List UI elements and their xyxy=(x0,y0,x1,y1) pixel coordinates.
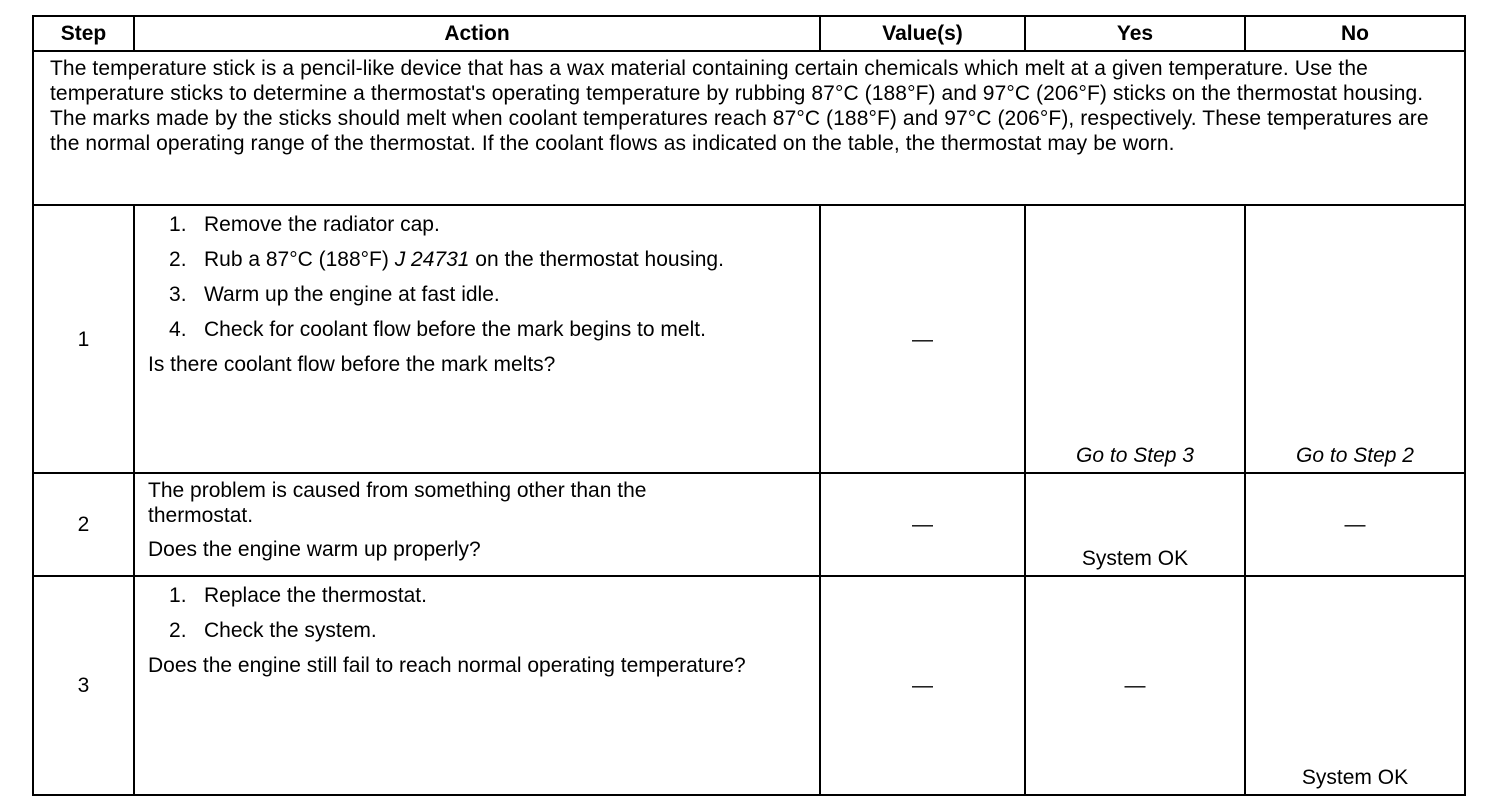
action-text: The problem is caused from something other than the thermostat. xyxy=(148,479,647,527)
tool-number: J 24731 xyxy=(394,248,470,271)
table-row xyxy=(33,473,1465,576)
step-number: 1 xyxy=(33,205,134,473)
action-cell xyxy=(134,576,820,795)
diagnostic-table xyxy=(32,15,1466,796)
action-cell xyxy=(134,205,820,473)
header-no: No xyxy=(1245,16,1465,51)
header-values: Value(s) xyxy=(820,16,1025,51)
action-list xyxy=(148,212,809,343)
action-text: Check the system. xyxy=(204,619,377,642)
yes-cell: Go to Step 3 xyxy=(1025,205,1245,473)
yes-cell: — xyxy=(1025,576,1245,795)
action-item xyxy=(204,282,809,308)
question-text: Does the engine warm up properly? xyxy=(148,538,481,561)
action-item xyxy=(204,583,809,609)
action-item xyxy=(204,317,809,343)
header-step: Step xyxy=(33,16,134,51)
question-text: Is there coolant flow before the mark melts? xyxy=(148,353,556,376)
header-yes: Yes xyxy=(1025,16,1245,51)
action-cell xyxy=(134,473,820,576)
action-item xyxy=(204,247,809,273)
value-cell: — xyxy=(820,473,1025,576)
value-cell: — xyxy=(820,576,1025,795)
yes-cell: System OK xyxy=(1025,473,1245,576)
no-cell: Go to Step 2 xyxy=(1245,205,1465,473)
step-number: 3 xyxy=(33,576,134,795)
action-text: on the thermostat housing. xyxy=(469,248,724,271)
table-row xyxy=(33,205,1465,473)
intro-text: The temperature stick is a pencil-like device that has a wax material containing certain chemicals which melt at a given temperature. Use the temperature sticks to determine a thermostat's operating temperature by rubbing 87°C (188°F) and 97°C (206°F) sticks on the thermostat housing. The marks made by the sticks should melt when coolant temperatures reach 87°C (188°F) and 97°C (206°F), respectively. These temperatures are the normal operating range of the thermostat. If the coolant flows as indicated on the table, the thermostat may be worn. xyxy=(33,51,1465,205)
action-item xyxy=(204,212,809,238)
table-row xyxy=(33,576,1465,795)
action-item xyxy=(204,618,809,644)
no-cell: — xyxy=(1245,473,1465,576)
value-cell: — xyxy=(820,205,1025,473)
intro-row xyxy=(33,51,1465,205)
action-text: Remove the radiator cap. xyxy=(204,213,440,236)
header-row xyxy=(33,16,1465,51)
header-action: Action xyxy=(134,16,820,51)
action-text: Check for coolant flow before the mark begins to melt. xyxy=(204,318,706,341)
action-text: Rub a 87°C (188°F) xyxy=(204,248,395,271)
no-cell: System OK xyxy=(1245,576,1465,795)
action-text: Warm up the engine at fast idle. xyxy=(204,283,500,306)
action-list xyxy=(148,583,809,644)
step-number: 2 xyxy=(33,473,134,576)
question-text: Does the engine still fail to reach normal operating temperature? xyxy=(148,654,746,677)
action-text: Replace the thermostat. xyxy=(204,584,427,607)
